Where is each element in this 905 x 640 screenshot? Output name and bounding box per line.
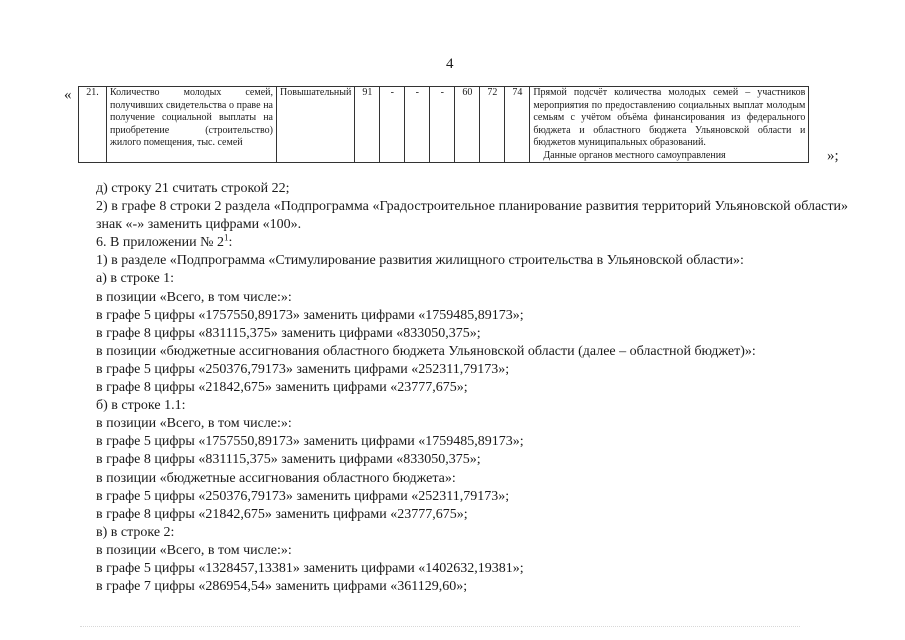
value-cell: - [380, 87, 405, 163]
row-number: 21. [79, 87, 107, 163]
body-line: в графе 5 цифры «250376,79173» заменить цифрами «252311,79173»; [96, 488, 510, 504]
indicator-direction: Повышательный [277, 87, 355, 163]
body-line: в графе 8 цифры «831115,375» заменить цифрами «833050,375»; [96, 452, 481, 468]
indicator-name: Количество молодых семей, получивших свидетельства о праве на получение социальной выплаты на приобретение (строительство) жилого помещения, тыс. семей [107, 87, 277, 163]
body-line: в графе 8 цифры «21842,675» заменить цифрами «23777,675»; [96, 506, 468, 522]
document-body [96, 180, 848, 596]
body-line: в графе 5 цифры «1328457,13381» заменить цифрами «1402632,19381»; [96, 560, 524, 576]
value-cell: - [405, 87, 430, 163]
body-line: в графе 7 цифры «286954,54» заменить цифрами «361129,60»; [96, 579, 468, 595]
body-line: 1) в разделе «Подпрограмма «Стимулирование развития жилищного строительства в Ульяновской области»: [96, 253, 744, 269]
body-line: а) в строке 1: [96, 271, 175, 287]
table-open-quote: « [64, 87, 72, 103]
body-line: в графе 5 цифры «1757550,89173» заменить цифрами «1759485,89173»; [96, 307, 524, 323]
body-line: в позиции «Всего, в том числе:»: [96, 416, 292, 432]
table-close-quote: »; [827, 148, 839, 164]
body-line: в графе 8 цифры «21842,675» заменить цифрами «23777,675»; [96, 380, 468, 396]
indicator-table [78, 86, 809, 163]
body-line: в) в строке 2: [96, 524, 175, 540]
superscript: 1 [224, 232, 229, 243]
body-line: в позиции «бюджетные ассигнования областного бюджета Ульяновской области (далее – областной бюджет)»: [96, 343, 756, 359]
body-line: д) строку 21 считать строкой 22; [96, 181, 290, 196]
description-text: Прямой подсчёт количества молодых семей – участников мероприятия по предоставлению социальных выплат молодым семьям с учётом объёма финансирования из федерального бюджета и областного бюджета Ульяновской области и бюджетов муниципальных образований. [533, 87, 806, 148]
body-line: б) в строке 1.1: [96, 398, 186, 414]
body-line: в графе 8 цифры «831115,375» заменить цифрами «833050,375»; [96, 325, 481, 341]
body-line [96, 234, 848, 252]
indicator-description [530, 87, 809, 163]
body-line: в графе 5 цифры «1757550,89173» заменить цифрами «1759485,89173»; [96, 434, 524, 450]
body-line-text: 6. В приложении № 2 [96, 235, 224, 251]
value-cell: - [430, 87, 455, 163]
body-line: в графе 5 цифры «250376,79173» заменить цифрами «252311,79173»; [96, 361, 510, 377]
scan-artifact-line [80, 626, 800, 627]
body-line-suffix: : [228, 235, 233, 251]
value-cell: 72 [480, 87, 505, 163]
body-line: в позиции «Всего, в том числе:»: [96, 542, 292, 558]
body-line: 2) в графе 8 строки 2 раздела «Подпрограмма «Градостроительное планирование развития территорий Ульяновской области» знак «-» заменить цифрами «100». [96, 199, 848, 233]
page-number: 4 [446, 56, 454, 72]
description-source: Данные органов местного самоуправления [543, 149, 726, 161]
value-cell: 91 [355, 87, 380, 163]
table-row [79, 87, 809, 163]
value-cell: 60 [455, 87, 480, 163]
body-line: в позиции «Всего, в том числе:»: [96, 289, 292, 305]
value-cell: 74 [505, 87, 530, 163]
body-line: в позиции «бюджетные ассигнования областного бюджета»: [96, 470, 456, 486]
